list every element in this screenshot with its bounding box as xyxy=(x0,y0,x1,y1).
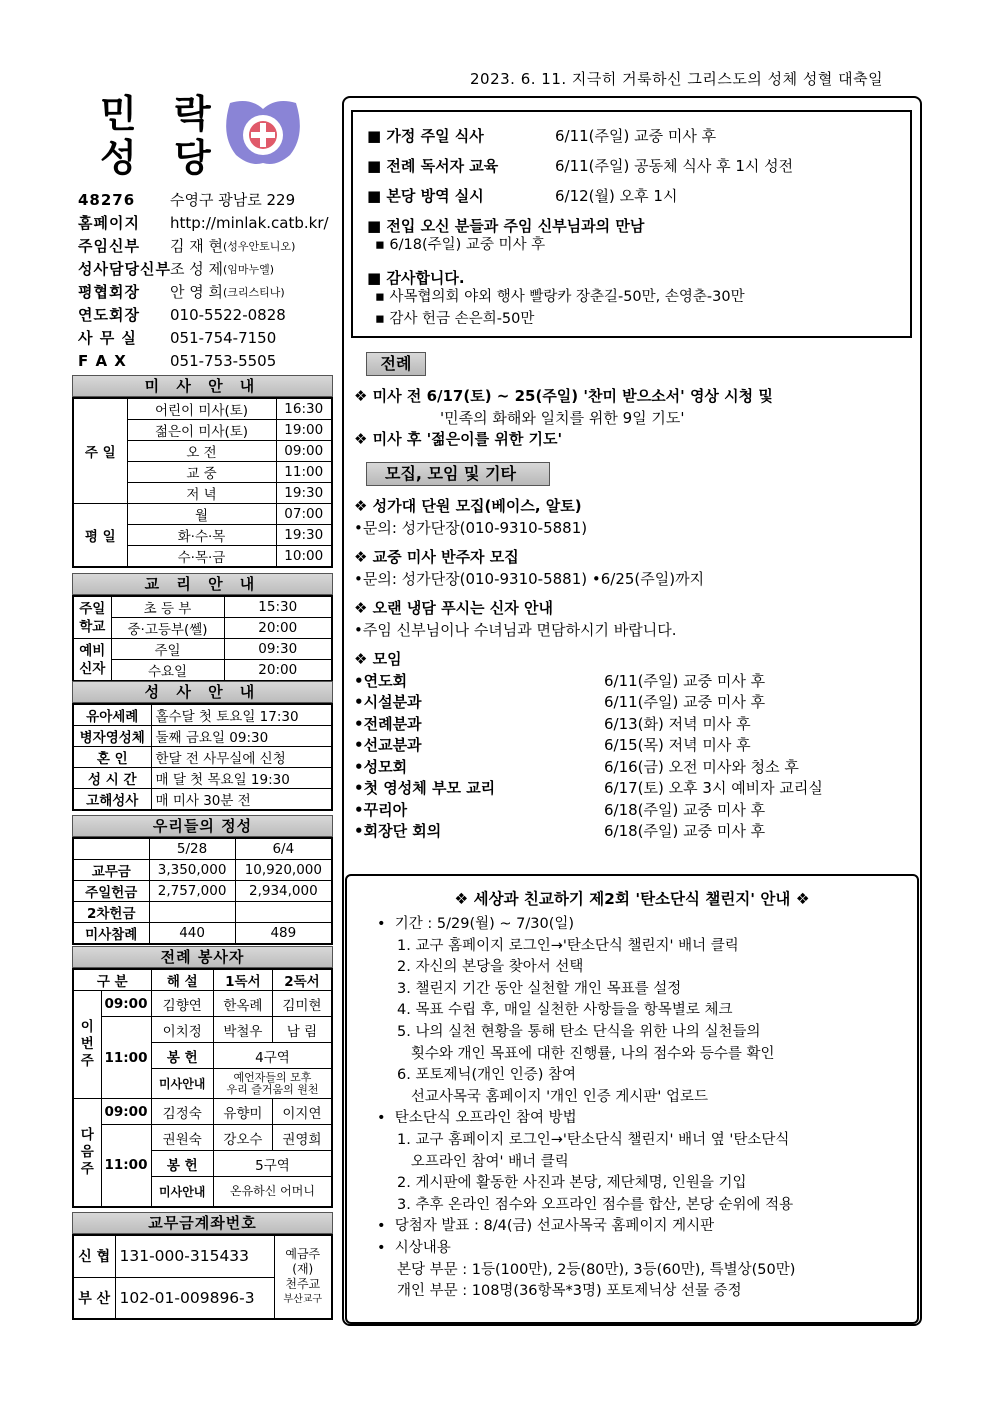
notice-key: ■ 전례 독서자 교육 xyxy=(367,156,499,175)
account-number: 131-000-315433 xyxy=(115,1235,274,1277)
servers-col: 구 분 xyxy=(73,969,151,991)
info-value: 안 영 희 xyxy=(170,283,224,301)
servers-row xyxy=(73,1017,332,1043)
recruit-choir-sub: •문의: 성가단장(010-9310-5881) xyxy=(354,518,588,537)
notice-box xyxy=(351,110,912,338)
offering-a: 2,757,000 xyxy=(149,880,235,901)
meeting-time: 6/11(주일) 교중 미사 후 xyxy=(604,671,766,690)
info-key: 연도회장 xyxy=(78,306,140,324)
offertory-value: 5구역 xyxy=(213,1151,332,1177)
mass-time: 11:00 xyxy=(276,462,332,483)
eco-line: 오프라인 참여' 배너 클릭 xyxy=(397,1153,569,1170)
mass-time: 19:00 xyxy=(276,420,332,441)
offering-key: 미사참례 xyxy=(73,922,149,944)
mass-name: 저 녁 xyxy=(127,483,276,504)
account-holder: 예금주 (재) 천주교 부산교구 xyxy=(274,1235,332,1319)
liturgy-line1: ❖ 미사 전 6/17(토) ~ 25(주일) '찬미 받으소서' 영상 시청 및 xyxy=(354,387,773,405)
sacrament-key: 유아세례 xyxy=(73,704,151,726)
mass-table xyxy=(72,397,333,568)
info-extra: (임마누엘) xyxy=(223,262,275,276)
meeting-name: •꾸리아 xyxy=(354,800,408,819)
eco-line: 5. 나의 실천 현황을 통해 탄소 단식을 위한 나의 실천들의 xyxy=(397,1023,761,1040)
notice-value: 6/12(월) 오후 1시 xyxy=(555,186,678,205)
mass-row xyxy=(73,398,332,420)
notice-key: ■ 본당 방역 실시 xyxy=(367,186,484,205)
sacrament-key: 성 시 간 xyxy=(73,768,151,789)
mass-name: 월 xyxy=(127,504,276,525)
offering-row xyxy=(73,880,332,901)
offering-b: 10,920,000 xyxy=(235,859,332,880)
sacrament-value: 둘째 금요일 09:30 xyxy=(151,726,332,747)
mass-time: 07:00 xyxy=(276,504,332,525)
doctrine-name: 주일 xyxy=(111,639,224,660)
meetings-title: ❖ 모임 xyxy=(354,650,402,668)
eco-line: 1. 교구 홈페이지 로그인→'탄소단식 챌린지' 배너 클릭 xyxy=(397,937,739,954)
sacrament-key: 고해성사 xyxy=(73,789,151,811)
offering-key: 2차헌금 xyxy=(73,901,149,922)
bank-name: 부 산 xyxy=(73,1277,115,1319)
info-value: http://minlak.catb.kr/ xyxy=(170,213,329,232)
school-label: 주일 학교 xyxy=(73,596,111,639)
parish-logo-icon xyxy=(220,95,306,167)
mass-name: 젊은이 미사(토) xyxy=(127,420,276,441)
offering-row xyxy=(73,922,332,944)
info-key: 성사담당신부 xyxy=(78,260,171,278)
notice-key: ■ 가정 주일 식사 xyxy=(367,126,484,145)
liturgy-line2: '민족의 화해와 일치를 위한 9일 기도' xyxy=(440,408,685,427)
account-section xyxy=(72,1212,333,1320)
reading2: 김미현 xyxy=(272,991,332,1017)
info-row xyxy=(78,234,333,257)
meeting-time: 6/17(토) 오후 3시 예비자 교리실 xyxy=(604,779,823,797)
meeting-row xyxy=(354,757,914,779)
sacrament-table xyxy=(72,703,333,811)
eco-line: 횟수와 개인 목표에 대한 진행률, 나의 점수와 등수를 확인 xyxy=(397,1045,775,1062)
info-extra: (성우안토니오) xyxy=(223,239,296,253)
info-row xyxy=(78,349,333,372)
eco-line: • 시상내용 xyxy=(377,1239,451,1256)
liturgy-servers xyxy=(72,946,333,1208)
meeting-row xyxy=(354,778,914,800)
meeting-time: 6/16(금) 오전 미사와 청소 후 xyxy=(604,757,799,776)
account-header: 교무금계좌번호 xyxy=(72,1212,333,1234)
info-value: 조 성 제 xyxy=(170,260,224,278)
meeting-time: 6/15(목) 저녁 미사 후 xyxy=(604,736,751,754)
offertory-label: 봉 헌 xyxy=(151,1043,213,1069)
doctrine-guide xyxy=(72,573,333,682)
doctrine-time: 09:30 xyxy=(224,639,332,660)
parish-info xyxy=(78,188,333,372)
eco-line: 3. 추후 온라인 점수와 오프라인 점수를 합산, 본당 순위에 적용 xyxy=(397,1196,794,1213)
parish-name xyxy=(100,92,223,180)
recruit-accompanist-sub: •문의: 성가단장(010-9310-5881) •6/25(주일)까지 xyxy=(354,569,705,588)
time-0900: 09:00 xyxy=(101,1099,151,1125)
offering-row xyxy=(73,859,332,880)
bank-name: 신 협 xyxy=(73,1235,115,1277)
info-row xyxy=(78,211,333,234)
sacrament-value: 홀수달 첫 토요일 17:30 xyxy=(151,704,332,726)
eco-line: 2. 게시판에 활동한 사진과 본당, 제단체명, 인원을 기입 xyxy=(397,1175,747,1192)
recruit-content xyxy=(354,494,914,843)
meeting-name: •전례분과 xyxy=(354,714,422,733)
info-value: 수영구 광남로 229 xyxy=(170,191,296,209)
reading2: 권영희 xyxy=(272,1125,332,1151)
lapsed-title: ❖ 오랜 냉담 푸시는 신자 안내 xyxy=(354,599,553,617)
recruit-accompanist-title: ❖ 교중 미사 반주자 모집 xyxy=(354,548,519,566)
eco-line: • 탄소단식 오프라인 참여 방법 xyxy=(377,1110,577,1127)
account-table xyxy=(72,1234,333,1320)
mass-name: 수·목·금 xyxy=(127,546,276,568)
sacrament-key: 혼 인 xyxy=(73,747,151,768)
offering-a: 440 xyxy=(149,922,235,944)
doctrine-guide-header: 교 리 안 내 xyxy=(72,573,333,595)
offering-a: 3,350,000 xyxy=(149,859,235,880)
mass-guide-header: 미 사 안 내 xyxy=(72,375,333,397)
servers-header: 전례 봉사자 xyxy=(72,946,333,968)
info-extra: (크리스티나) xyxy=(223,285,285,299)
info-value: 김 재 현 xyxy=(170,237,224,255)
mass-time: 16:30 xyxy=(276,398,332,420)
info-row xyxy=(78,326,333,349)
reading1: 유향미 xyxy=(213,1099,272,1125)
mass-name: 오 전 xyxy=(127,441,276,462)
eco-line: 2. 자신의 본당을 찾아서 선택 xyxy=(397,959,584,976)
doctrine-time: 20:00 xyxy=(224,660,332,682)
meeting-name: •시설분과 xyxy=(354,693,422,711)
reading1: 박철우 xyxy=(213,1017,272,1043)
servers-table xyxy=(72,968,333,1208)
eco-line: 4. 목표 수립 후, 매일 실천한 사항들을 항목별로 체크 xyxy=(397,1002,733,1019)
parish-name-line2: 성 당 xyxy=(100,136,223,180)
servers-col: 해 설 xyxy=(151,969,213,991)
account-row xyxy=(73,1235,332,1277)
meeting-row xyxy=(354,735,914,757)
offering-col: 5/28 xyxy=(149,838,235,859)
liturgy-content xyxy=(354,386,914,451)
eco-challenge-box xyxy=(345,874,919,1324)
servers-row xyxy=(73,1125,332,1151)
info-value: 051-753-5505 xyxy=(170,351,277,370)
info-row xyxy=(78,188,333,211)
mass-time: 09:00 xyxy=(276,441,332,462)
offering-col: 6/4 xyxy=(235,838,332,859)
offering-table xyxy=(72,837,333,945)
meeting-row xyxy=(354,692,914,714)
reading1: 강오수 xyxy=(213,1125,272,1151)
meeting-row xyxy=(354,671,914,693)
liturgy-line3: ❖ 미사 후 '젊은이를 위한 기도' xyxy=(354,430,563,448)
recruit-choir-title: ❖ 성가대 단원 모집(베이스, 알토) xyxy=(354,497,582,515)
mass-time: 10:00 xyxy=(276,546,332,568)
offering-a xyxy=(149,901,235,922)
mass-time: 19:30 xyxy=(276,525,332,546)
notice-thanks-sub2: ▪ 감사 헌금 손은희-50만 xyxy=(375,311,535,327)
bulletin-date: 2023. 6. 11. 지극히 거룩하신 그리스도의 성체 성혈 대축일 xyxy=(470,70,884,88)
time-1100: 11:00 xyxy=(101,1017,151,1099)
eco-line: • 당첨자 발표 : 8/4(금) 선교사목국 홈페이지 게시판 xyxy=(377,1218,715,1235)
mass-time: 19:30 xyxy=(276,483,332,504)
doctrine-time: 15:30 xyxy=(224,596,332,618)
info-value: 051-754-7150 xyxy=(170,328,277,347)
mass-guide xyxy=(72,375,333,568)
time-1100: 11:00 xyxy=(101,1125,151,1207)
notice-row xyxy=(367,120,896,150)
eco-line: 1. 교구 홈페이지 로그인→'탄소단식 챌린지' 배너 옆 '탄소단식 xyxy=(397,1131,790,1148)
doctrine-table xyxy=(72,595,333,682)
info-key: 주임신부 xyxy=(78,237,140,255)
liturgy-header: 전례 xyxy=(366,352,426,376)
info-key: 사 무 실 xyxy=(78,329,137,347)
eco-line: 본당 부문 : 1등(100만), 2등(80만), 3등(60만), 특별상(50만) xyxy=(397,1261,796,1278)
info-row xyxy=(78,280,333,303)
notice-meet-title: ■ 전입 오신 분들과 주임 신부님과의 만남 xyxy=(367,216,645,235)
commentary: 김향연 xyxy=(151,991,213,1017)
doctrine-time: 20:00 xyxy=(224,618,332,639)
sacrament-guide-header: 성 사 안 내 xyxy=(72,681,333,703)
sacrament-row xyxy=(73,704,332,726)
mass-name: 화·수·목 xyxy=(127,525,276,546)
servers-row xyxy=(73,1099,332,1125)
commentary: 이치정 xyxy=(151,1017,213,1043)
sacrament-value: 매 미사 30분 전 xyxy=(151,789,332,811)
eco-line: 개인 부문 : 108명(36항목*3명) 포토제닉상 선물 증정 xyxy=(397,1283,742,1300)
info-key: 홈페이지 xyxy=(78,214,140,232)
lapsed-sub: •주임 신부님이나 수녀님과 면담하시기 바랍니다. xyxy=(354,620,677,639)
doctrine-name: 초 등 부 xyxy=(111,596,224,618)
eco-title: ❖ 세상과 친교하기 제2회 '탄소단식 챌린지' 안내 ❖ xyxy=(454,890,810,908)
sacrament-key: 병자영성체 xyxy=(73,726,151,747)
offertory-label: 봉 헌 xyxy=(151,1151,213,1177)
offering-header: 우리들의 정성 xyxy=(72,815,333,837)
doctrine-name: 중·고등부(쎌) xyxy=(111,618,224,639)
info-key: 평협회장 xyxy=(78,283,140,301)
meeting-name: •회장단 회의 xyxy=(354,822,442,840)
meeting-time: 6/11(주일) 교중 미사 후 xyxy=(604,693,766,711)
eco-line: 선교사목국 홈페이지 '개인 인증 게시판' 업로드 xyxy=(397,1088,708,1105)
offering-key: 주일헌금 xyxy=(73,880,149,901)
info-row xyxy=(78,257,333,280)
commentary: 권원숙 xyxy=(151,1125,213,1151)
eco-line: 6. 포토제닉(개인 인증) 참여 xyxy=(397,1067,577,1084)
offering-b: 489 xyxy=(235,922,332,944)
meeting-name: •연도회 xyxy=(354,671,408,690)
recruit-header: 모집, 모임 및 기타 xyxy=(366,462,550,486)
reading2: 남 림 xyxy=(272,1017,332,1043)
eco-line: 3. 챌린지 기간 동안 실천할 개인 목표를 설정 xyxy=(397,980,682,997)
sacrament-row xyxy=(73,726,332,747)
notice-row xyxy=(367,150,896,180)
time-0900: 09:00 xyxy=(101,991,151,1017)
reading1: 한옥례 xyxy=(213,991,272,1017)
meeting-name: •첫 영성체 부모 교리 xyxy=(354,779,496,797)
info-row xyxy=(78,303,333,326)
servers-col: 2독서 xyxy=(272,969,332,991)
notice-value: 6/11(주일) 교중 미사 후 xyxy=(555,126,717,145)
account-number: 102-01-009896-3 xyxy=(115,1277,274,1319)
mass-row xyxy=(73,504,332,525)
parish-name-line1: 민 락 xyxy=(100,92,223,136)
offering-b xyxy=(235,901,332,922)
next-week-label: 다음주 xyxy=(73,1099,101,1207)
meeting-row xyxy=(354,714,914,736)
offering-row xyxy=(73,901,332,922)
usher-value: 예언자들의 모후 우리 즐거움의 원천 xyxy=(213,1069,332,1099)
meeting-row xyxy=(354,821,914,843)
info-key: F A X xyxy=(78,351,127,370)
sacrament-value: 한달 전 사무실에 신청 xyxy=(151,747,332,768)
usher-label: 미사안내 xyxy=(151,1069,213,1099)
servers-row xyxy=(73,991,332,1017)
meeting-time: 6/18(주일) 교중 미사 후 xyxy=(604,822,766,840)
meeting-row xyxy=(354,800,914,822)
usher-label: 미사안내 xyxy=(151,1177,213,1207)
commentary: 김정숙 xyxy=(151,1099,213,1125)
sacrament-row xyxy=(73,747,332,768)
mass-name: 교 중 xyxy=(127,462,276,483)
mass-name: 어린이 미사(토) xyxy=(127,398,276,420)
notice-meet-sub: ▪ 6/18(주일) 교중 미사 후 xyxy=(375,237,546,253)
servers-col: 1독서 xyxy=(213,969,272,991)
info-value: 010-5522-0828 xyxy=(170,305,286,324)
pre-label: 예비 신자 xyxy=(73,639,111,682)
doctrine-name: 수요일 xyxy=(111,660,224,682)
sacrament-row xyxy=(73,789,332,811)
notice-row xyxy=(367,180,896,210)
notice-value: 6/11(주일) 공동체 식사 후 1시 성전 xyxy=(555,156,794,175)
meeting-name: •성모회 xyxy=(354,757,408,776)
mass-weekday-label: 평 일 xyxy=(73,504,127,568)
meetings-list xyxy=(354,671,914,843)
eco-line: • 기간 : 5/29(월) ~ 7/30(일) xyxy=(377,916,575,932)
meeting-name: •선교분과 xyxy=(354,736,422,754)
offering-key: 교무금 xyxy=(73,859,149,880)
offering-section xyxy=(72,815,333,945)
usher-value: 온유하신 어머니 xyxy=(213,1177,332,1207)
notice-thanks-title: ■ 감사합니다. xyxy=(367,268,465,287)
meeting-time: 6/18(주일) 교중 미사 후 xyxy=(604,800,766,819)
reading2: 이지연 xyxy=(272,1099,332,1125)
mass-sunday-label: 주 일 xyxy=(73,398,127,504)
notice-thanks-sub1: ▪ 사목협의회 야외 행사 빨랑카 장춘길-50만, 손영춘-30만 xyxy=(375,289,745,305)
offertory-value: 4구역 xyxy=(213,1043,332,1069)
info-key: 48276 xyxy=(78,190,136,209)
this-week-label: 이번주 xyxy=(73,991,101,1099)
sacrament-row xyxy=(73,768,332,789)
meeting-time: 6/13(화) 저녁 미사 후 xyxy=(604,714,751,733)
sacrament-guide xyxy=(72,681,333,811)
sacrament-value: 매 달 첫 목요일 19:30 xyxy=(151,768,332,789)
offering-b: 2,934,000 xyxy=(235,880,332,901)
